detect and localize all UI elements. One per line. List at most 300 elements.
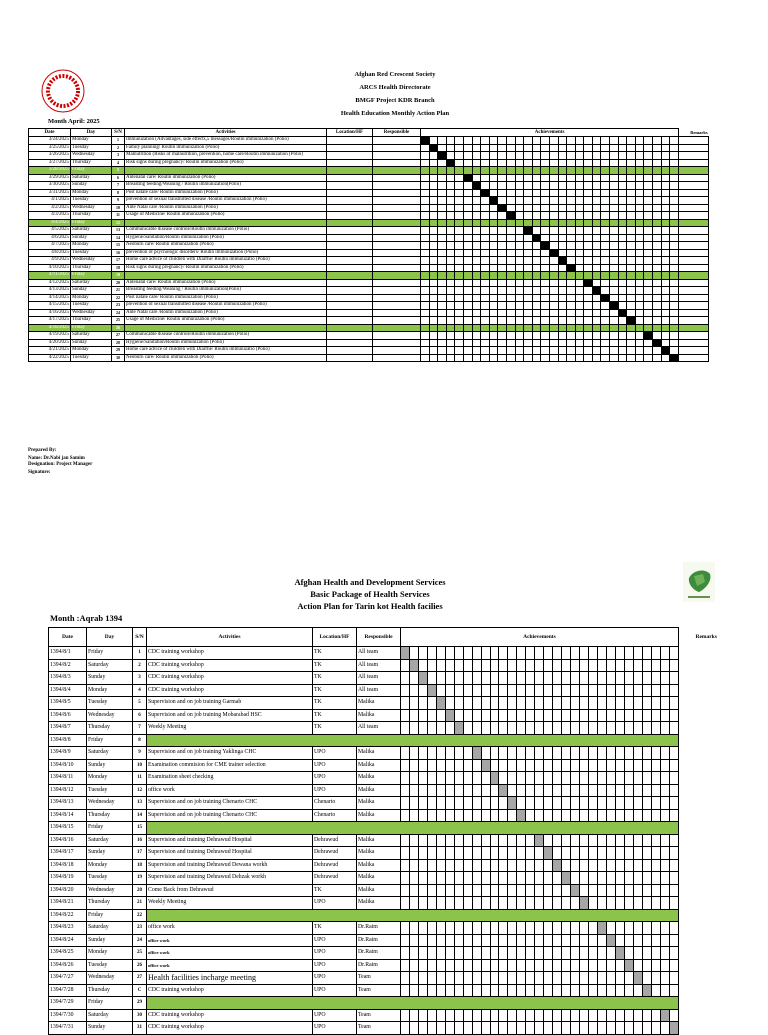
gantt-cell	[661, 212, 670, 220]
gantt-cell-filled	[553, 859, 562, 872]
gantt-cell	[436, 972, 445, 985]
gantt-cell	[499, 972, 508, 985]
gantt-cell	[454, 872, 463, 885]
table-row	[49, 822, 719, 835]
gantt-cell	[532, 137, 541, 145]
gantt-cell-filled	[627, 317, 636, 325]
gantt-cell	[535, 784, 544, 797]
gantt-cell	[418, 847, 427, 860]
gantt-cell	[490, 747, 499, 760]
gantt-cell	[669, 709, 678, 722]
gantt-cell	[427, 947, 436, 960]
gantt-cell	[670, 167, 679, 175]
cell-day: Saturday	[87, 659, 133, 672]
cell-day: Saturday	[87, 834, 133, 847]
gantt-cell	[463, 354, 472, 362]
gantt-cell	[455, 354, 464, 362]
gantt-cell	[515, 167, 524, 175]
gantt-cell	[517, 884, 526, 897]
cell-sn: 17	[133, 847, 147, 860]
gantt-cell	[597, 697, 606, 710]
gantt-cell	[642, 1009, 651, 1022]
cell-sn: 24	[133, 934, 147, 947]
cell-remarks	[678, 847, 718, 860]
gantt-cell	[571, 697, 580, 710]
gantt-cell	[601, 242, 610, 250]
gantt-cell	[544, 884, 553, 897]
gantt-cell-filled	[481, 189, 490, 197]
gantt-cell	[642, 672, 651, 685]
cell-sn: 20	[112, 279, 125, 287]
gantt-cell	[517, 922, 526, 935]
gantt-cell	[489, 339, 498, 347]
col-responsible: Responsible	[373, 129, 421, 137]
gantt-cell	[653, 159, 662, 167]
gantt-cell	[558, 309, 567, 317]
gantt-cell	[601, 279, 610, 287]
gantt-cell	[526, 809, 535, 822]
gantt-cell	[644, 294, 653, 302]
gantt-cell	[429, 189, 438, 197]
table-row	[49, 909, 719, 922]
gantt-cell	[454, 697, 463, 710]
gantt-cell-filled	[624, 959, 633, 972]
gantt-cell	[627, 159, 636, 167]
cell-date: 3/25/2025	[29, 144, 71, 152]
gantt-cell	[418, 1022, 427, 1035]
cell-sn: 1	[112, 137, 125, 145]
gantt-cell	[535, 659, 544, 672]
gantt-cell	[481, 332, 490, 340]
gantt-cell	[515, 249, 524, 257]
gantt-cell	[592, 159, 601, 167]
gantt-cell	[490, 884, 499, 897]
gantt-cell	[532, 309, 541, 317]
gantt-cell	[427, 934, 436, 947]
gantt-cell	[498, 197, 507, 205]
gantt-cell	[541, 227, 550, 235]
cell-day: Friday	[71, 167, 112, 175]
cell-sn: 10	[133, 759, 147, 772]
gantt-cell	[584, 137, 593, 145]
cell-activity: Communicable disease controle/Routin immunization (Polio)	[125, 227, 327, 235]
gantt-cell-filled	[549, 249, 558, 257]
gantt-cell	[618, 347, 627, 355]
gantt-cell	[562, 834, 571, 847]
cell-location: UPO	[313, 947, 357, 960]
gantt-cell	[418, 784, 427, 797]
gantt-cell	[438, 294, 447, 302]
gantt-cell	[472, 859, 481, 872]
gantt-cell	[401, 834, 410, 847]
gantt-cell	[418, 797, 427, 810]
gantt-cell	[508, 722, 517, 735]
gantt-cell	[524, 174, 533, 182]
cell-day: Saturday	[71, 279, 112, 287]
col-day: Day	[71, 129, 112, 137]
gantt-cell	[455, 279, 464, 287]
gantt-cell	[615, 872, 624, 885]
friday-bar	[147, 734, 679, 747]
gantt-cell	[526, 972, 535, 985]
gantt-cell-filled	[446, 159, 455, 167]
gantt-cell	[549, 242, 558, 250]
gantt-cell	[601, 197, 610, 205]
gantt-cell	[508, 784, 517, 797]
gantt-cell	[601, 227, 610, 235]
gantt-cell	[635, 234, 644, 242]
gantt-cell	[653, 354, 662, 362]
gantt-cell	[635, 264, 644, 272]
cell-date: 1394/8/4	[49, 684, 87, 697]
cell-sn: 6	[112, 174, 125, 182]
gantt-cell	[446, 354, 455, 362]
gantt-cell	[418, 972, 427, 985]
gantt-cell	[669, 759, 678, 772]
gantt-cell	[472, 959, 481, 972]
gantt-cell	[606, 697, 615, 710]
cell-location	[327, 159, 373, 167]
gantt-cell	[618, 144, 627, 152]
cell-activity: Ante Natal care /Routin immunization (Polio)	[125, 309, 327, 317]
cell-day: Wednesday	[71, 204, 112, 212]
gantt-cell	[541, 219, 550, 227]
gantt-cell	[526, 647, 535, 660]
gantt-cell	[589, 922, 598, 935]
gantt-cell	[446, 197, 455, 205]
gantt-cell	[549, 197, 558, 205]
cell-activity: Home care advice of children with Diarrhe/ Routin immunizatio (Polio)	[125, 257, 327, 265]
doc2-action-plan-table	[48, 627, 719, 1035]
gantt-cell	[571, 959, 580, 972]
cell-sn: 30	[133, 1009, 147, 1022]
cell-date: 1394/8/8	[49, 734, 87, 747]
gantt-cell	[418, 922, 427, 935]
cell-date: 3/29/2025	[29, 174, 71, 182]
gantt-cell	[644, 339, 653, 347]
gantt-cell	[472, 759, 481, 772]
gantt-cell	[421, 264, 430, 272]
cell-remarks	[678, 997, 718, 1010]
gantt-cell	[610, 144, 619, 152]
gantt-cell	[427, 659, 436, 672]
gantt-cell-filled	[661, 347, 670, 355]
gantt-cell	[418, 709, 427, 722]
gantt-cell	[499, 984, 508, 997]
gantt-cell	[446, 242, 455, 250]
gantt-cell	[429, 249, 438, 257]
gantt-cell	[601, 204, 610, 212]
cell-day: Saturday	[71, 174, 112, 182]
gantt-cell	[669, 984, 678, 997]
gantt-cell	[515, 174, 524, 182]
cell-sn: 6	[133, 709, 147, 722]
cell-responsible	[373, 152, 421, 160]
gantt-cell	[541, 167, 550, 175]
gantt-cell	[535, 747, 544, 760]
gantt-cell	[597, 934, 606, 947]
gantt-cell	[535, 647, 544, 660]
gantt-cell	[589, 722, 598, 735]
cell-date: 4/13/2025	[29, 287, 71, 295]
gantt-cell	[489, 354, 498, 362]
gantt-cell-filled	[669, 1022, 678, 1035]
cell-sn: 27	[112, 332, 125, 340]
gantt-cell	[562, 684, 571, 697]
gantt-cell	[438, 234, 447, 242]
gantt-cell	[660, 847, 669, 860]
gantt-cell	[624, 709, 633, 722]
cell-location: UPO	[313, 972, 357, 985]
gantt-cell	[401, 797, 410, 810]
cell-sn: 19	[112, 272, 125, 280]
gantt-cell	[427, 647, 436, 660]
cell-location: Dehrawud	[313, 859, 357, 872]
gantt-cell	[669, 772, 678, 785]
gantt-cell	[660, 897, 669, 910]
cell-responsible	[373, 309, 421, 317]
gantt-cell	[463, 709, 472, 722]
gantt-cell	[553, 834, 562, 847]
gantt-cell	[515, 219, 524, 227]
table-row	[29, 272, 709, 280]
gantt-cell	[490, 759, 499, 772]
gantt-cell	[618, 137, 627, 145]
gantt-cell	[610, 212, 619, 220]
gantt-cell	[553, 697, 562, 710]
gantt-cell	[436, 859, 445, 872]
cell-sn: 1	[133, 647, 147, 660]
cell-remarks	[678, 947, 718, 960]
gantt-cell	[618, 332, 627, 340]
cell-remarks	[678, 659, 718, 672]
gantt-cell	[472, 847, 481, 860]
cell-date: 3/28/2025	[29, 167, 71, 175]
table-row	[29, 354, 709, 362]
gantt-cell	[644, 174, 653, 182]
gantt-cell	[489, 189, 498, 197]
table-row	[49, 834, 719, 847]
gantt-cell	[670, 152, 679, 160]
gantt-cell	[660, 1022, 669, 1035]
gantt-cell	[615, 697, 624, 710]
table-row	[29, 159, 709, 167]
cell-sn: 18	[112, 264, 125, 272]
cell-sn: 11	[133, 772, 147, 785]
gantt-cell	[421, 227, 430, 235]
cell-activity: Supervision and on job training Yaklinga CHC	[147, 747, 313, 760]
cell-location: UPO	[313, 959, 357, 972]
gantt-cell	[429, 212, 438, 220]
gantt-cell	[624, 784, 633, 797]
gantt-cell	[592, 167, 601, 175]
gantt-cell	[589, 834, 598, 847]
table-row	[29, 302, 709, 310]
gantt-cell	[644, 234, 653, 242]
table-row	[29, 279, 709, 287]
gantt-cell	[592, 219, 601, 227]
gantt-cell	[524, 234, 533, 242]
table-row	[49, 959, 719, 972]
gantt-cell	[589, 984, 598, 997]
table-row	[49, 722, 719, 735]
cell-day: Thursday	[87, 984, 133, 997]
gantt-cell	[624, 647, 633, 660]
gantt-cell	[642, 647, 651, 660]
gantt-cell	[661, 144, 670, 152]
gantt-cell	[651, 834, 660, 847]
gantt-cell	[401, 972, 410, 985]
gantt-cell	[454, 947, 463, 960]
gantt-cell	[421, 152, 430, 160]
cell-day: Wednesday	[87, 709, 133, 722]
gantt-cell	[651, 1009, 660, 1022]
gantt-cell	[606, 672, 615, 685]
gantt-cell	[472, 697, 481, 710]
cell-date: 4/16/2025	[29, 309, 71, 317]
cell-sn: 24	[112, 309, 125, 317]
gantt-cell	[580, 759, 589, 772]
gantt-cell	[544, 959, 553, 972]
cell-location: Dehrawud	[313, 847, 357, 860]
cell-day: Thursday	[71, 159, 112, 167]
gantt-cell	[651, 934, 660, 947]
preparer-signature: Signature:	[28, 470, 51, 475]
gantt-cell-filled	[445, 709, 454, 722]
gantt-cell	[429, 294, 438, 302]
gantt-cell	[633, 759, 642, 772]
cell-day: Saturday	[71, 332, 112, 340]
gantt-cell	[544, 647, 553, 660]
gantt-cell	[567, 234, 576, 242]
gantt-cell	[601, 264, 610, 272]
cell-day: Thursday	[71, 264, 112, 272]
cell-remarks	[678, 897, 718, 910]
cell-sn: 20	[133, 884, 147, 897]
gantt-cell	[427, 972, 436, 985]
cell-sn: 13	[133, 797, 147, 810]
gantt-cell	[635, 302, 644, 310]
gantt-cell	[562, 797, 571, 810]
doc1-project: BMGF Project KDR Branch	[355, 97, 435, 104]
gantt-cell	[409, 972, 418, 985]
gantt-cell-filled	[454, 722, 463, 735]
gantt-cell	[567, 212, 576, 220]
gantt-cell	[624, 772, 633, 785]
cell-sn: 10	[112, 204, 125, 212]
gantt-cell	[409, 959, 418, 972]
gantt-cell	[481, 872, 490, 885]
cell-day: Tuesday	[87, 697, 133, 710]
col-achievements: Achievements	[421, 129, 679, 137]
gantt-cell	[498, 212, 507, 220]
cell-date: 4/14/2025	[29, 294, 71, 302]
cell-remarks	[679, 189, 709, 197]
gantt-cell	[606, 1009, 615, 1022]
gantt-cell	[615, 797, 624, 810]
gantt-cell	[455, 287, 464, 295]
gantt-cell	[669, 747, 678, 760]
gantt-cell	[669, 922, 678, 935]
gantt-cell	[633, 859, 642, 872]
gantt-cell	[490, 972, 499, 985]
gantt-cell	[481, 959, 490, 972]
col-sn: S/N	[133, 628, 147, 647]
gantt-cell	[592, 324, 601, 332]
gantt-cell	[624, 747, 633, 760]
gantt-cell	[429, 287, 438, 295]
gantt-cell	[499, 947, 508, 960]
gantt-cell	[535, 772, 544, 785]
gantt-cell	[446, 287, 455, 295]
cell-activity: Family planning/ Routin immunization (Polio)	[125, 144, 327, 152]
gantt-cell	[627, 227, 636, 235]
gantt-cell	[653, 249, 662, 257]
gantt-cell	[472, 294, 481, 302]
gantt-cell	[653, 234, 662, 242]
gantt-cell	[633, 684, 642, 697]
gantt-cell	[489, 309, 498, 317]
cell-activity: Supervision and training Dehrawud Dehzak workh	[147, 872, 313, 885]
gantt-cell	[463, 137, 472, 145]
gantt-cell	[517, 947, 526, 960]
gantt-cell	[524, 167, 533, 175]
cell-activity: Risk signs during pregnancy/ Routin immunization (Polio)	[125, 264, 327, 272]
gantt-cell	[558, 332, 567, 340]
gantt-cell	[445, 947, 454, 960]
table-row	[49, 734, 719, 747]
gantt-cell	[499, 959, 508, 972]
gantt-cell	[571, 759, 580, 772]
gantt-cell	[606, 809, 615, 822]
gantt-cell	[575, 167, 584, 175]
gantt-cell	[499, 1009, 508, 1022]
gantt-cell	[553, 922, 562, 935]
gantt-cell	[472, 287, 481, 295]
gantt-cell	[644, 264, 653, 272]
cell-location: Dehrawud	[313, 872, 357, 885]
gantt-cell	[463, 167, 472, 175]
gantt-cell	[489, 167, 498, 175]
cell-location	[327, 272, 373, 280]
table-row	[29, 294, 709, 302]
cell-date: 4/3/2025	[29, 212, 71, 220]
gantt-cell	[508, 947, 517, 960]
gantt-cell	[515, 197, 524, 205]
gantt-cell	[508, 972, 517, 985]
gantt-cell	[589, 747, 598, 760]
gantt-cell	[642, 859, 651, 872]
gantt-cell	[651, 672, 660, 685]
gantt-cell	[553, 672, 562, 685]
gantt-cell	[635, 242, 644, 250]
gantt-cell	[490, 859, 499, 872]
gantt-cell	[436, 947, 445, 960]
gantt-cell	[562, 659, 571, 672]
cell-location	[327, 167, 373, 175]
gantt-cell-filled	[489, 197, 498, 205]
gantt-cell	[553, 659, 562, 672]
gantt-cell	[618, 264, 627, 272]
gantt-cell	[463, 294, 472, 302]
gantt-cell	[627, 279, 636, 287]
gantt-cell	[429, 264, 438, 272]
gantt-cell	[409, 784, 418, 797]
gantt-cell	[481, 159, 490, 167]
cell-date: 3/31/2025	[29, 189, 71, 197]
gantt-cell	[481, 339, 490, 347]
gantt-cell	[445, 747, 454, 760]
